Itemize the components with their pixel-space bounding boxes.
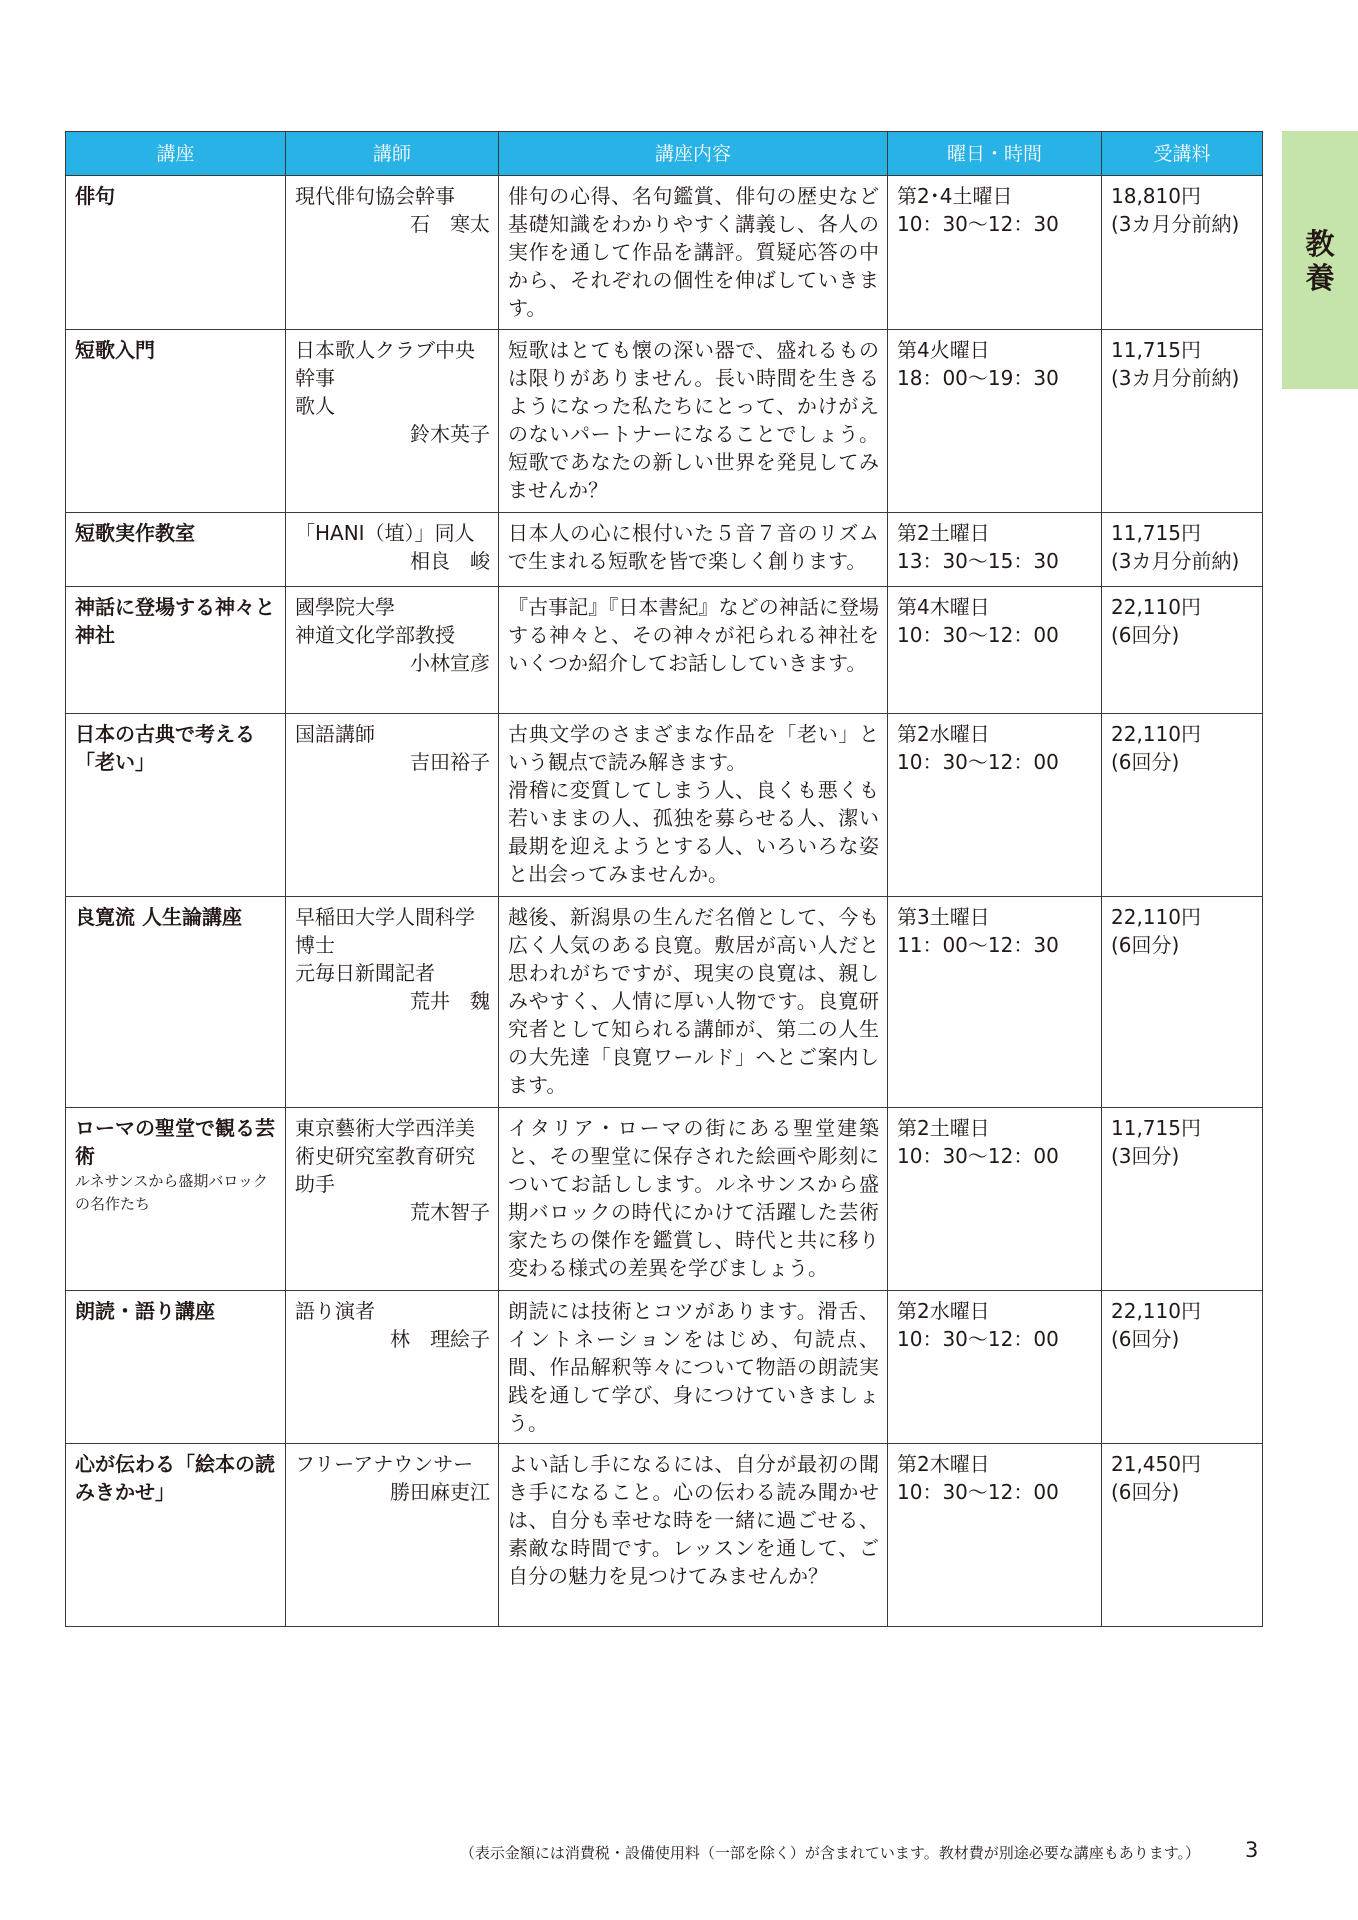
- header-fee: 受講料: [1102, 132, 1263, 176]
- page-number: 3: [1245, 1838, 1259, 1862]
- fee-cell: [1102, 714, 1263, 897]
- instructor-name: 林 理絵子: [390, 1327, 490, 1351]
- schedule-day: 第2木曜日: [897, 1452, 990, 1476]
- instructor-name: 吉田裕子: [410, 750, 490, 774]
- header-course: 講座: [66, 132, 286, 176]
- instructor-title: 國學院大學: [295, 595, 395, 619]
- fee-note: (6回分): [1111, 623, 1180, 647]
- course-description: 古典文学のさまざまな作品を「老い」という観点で読み解きます。 滑稽に変質してしまう人、良くも悪くも若いままの人、孤独を募らせる人、潔い最期を迎えようとする人、いろいろな姿と出会ってみませんか。: [499, 714, 888, 897]
- instructor-title: 歌人: [295, 394, 335, 418]
- table-row: [66, 513, 1263, 587]
- fee-amount: 11,715円: [1111, 338, 1201, 362]
- course-name: 心が伝わる「絵本の読みきかせ」: [75, 1452, 275, 1504]
- instructor-cell: [286, 330, 499, 513]
- course-name-cell: [66, 1444, 286, 1627]
- instructor-title: 東京藝術大学西洋美術史研究室教育研究助手: [295, 1116, 475, 1196]
- header-instructor: 講師: [286, 132, 499, 176]
- course-description: 朗読には技術とコツがあります。滑舌、イントネーションをはじめ、句読点、間、作品解釈等々について物語の朗読実践を通して学び、身につけていきましょう。: [499, 1291, 888, 1444]
- instructor-cell: [286, 513, 499, 587]
- schedule-cell: [888, 1108, 1102, 1291]
- fee-note: (3カ月分前納): [1111, 366, 1240, 390]
- section-tab: [1282, 131, 1358, 389]
- instructor-cell: [286, 587, 499, 714]
- course-name-cell: [66, 513, 286, 587]
- schedule-time: 10：30～12：00: [897, 1144, 1059, 1168]
- schedule-time: 10：30～12：00: [897, 750, 1059, 774]
- fee-note: (6回分): [1111, 1480, 1180, 1504]
- instructor-cell: [286, 714, 499, 897]
- instructor-title: 国語講師: [295, 722, 375, 746]
- schedule-day: 第2土曜日: [897, 521, 990, 545]
- course-description: 日本人の心に根付いた５音７音のリズムで生まれる短歌を皆で楽しく創ります。: [499, 513, 888, 587]
- course-subtitle: ルネサンスから盛期バロックの名作たち: [75, 1172, 269, 1213]
- course-name-cell: [66, 714, 286, 897]
- instructor-title: 神道文化学部教授: [295, 623, 455, 647]
- schedule-day: 第2･4土曜日: [897, 184, 1013, 208]
- course-name-cell: [66, 1108, 286, 1291]
- fee-cell: [1102, 330, 1263, 513]
- fee-amount: 22,110円: [1111, 1299, 1201, 1323]
- course-name-cell: [66, 176, 286, 330]
- course-table-body: [66, 176, 1263, 1627]
- fee-cell: [1102, 513, 1263, 587]
- schedule-cell: [888, 330, 1102, 513]
- schedule-day: 第2水曜日: [897, 722, 990, 746]
- schedule-cell: [888, 1291, 1102, 1444]
- fee-cell: [1102, 1291, 1263, 1444]
- instructor-cell: [286, 1444, 499, 1627]
- fee-cell: [1102, 587, 1263, 714]
- schedule-time: 10：30～12：30: [897, 212, 1059, 236]
- fee-amount: 22,110円: [1111, 722, 1201, 746]
- course-description: 短歌はとても懐の深い器で、盛れるものは限りがありません。長い時間を生きるようになった私たちにとって、かけがえのないパートナーになることでしょう。短歌であなたの新しい世界を発見してみませんか？: [499, 330, 888, 513]
- course-name: 良寛流 人生論講座: [75, 905, 242, 929]
- fee-amount: 22,110円: [1111, 595, 1201, 619]
- course-description: 『古事記』『日本書紀』などの神話に登場する神々と、その神々が祀られる神社をいくつか紹介してお話ししていきます。: [499, 587, 888, 714]
- fee-cell: [1102, 897, 1263, 1108]
- instructor-title: 「HANI（埴）」同人: [295, 521, 475, 545]
- fee-amount: 11,715円: [1111, 521, 1201, 545]
- schedule-time: 10：30～12：00: [897, 1480, 1059, 1504]
- fee-note: (3カ月分前納): [1111, 549, 1240, 573]
- table-row: [66, 1291, 1263, 1444]
- schedule-time: 10：30～12：00: [897, 623, 1059, 647]
- course-description: イタリア・ローマの街にある聖堂建築と、その聖堂に保存された絵画や彫刻についてお話しします。ルネサンスから盛期バロックの時代にかけて活躍した芸術家たちの傑作を鑑賞し、時代と共に移り変わる様式の差異を学びましょう。: [499, 1108, 888, 1291]
- table-row: [66, 1444, 1263, 1627]
- fee-cell: [1102, 1108, 1263, 1291]
- course-name: 日本の古典で考える「老い」: [75, 722, 255, 774]
- table-row: [66, 330, 1263, 513]
- fee-cell: [1102, 1444, 1263, 1627]
- course-name-cell: [66, 330, 286, 513]
- instructor-name: 荒井 魏: [410, 989, 490, 1013]
- instructor-title: 早稲田大学人間科学博士: [295, 905, 475, 957]
- instructor-name: 鈴木英子: [410, 422, 490, 446]
- fee-amount: 22,110円: [1111, 905, 1201, 929]
- instructor-name: 小林宣彦: [410, 651, 490, 675]
- instructor-name: 荒木智子: [410, 1200, 490, 1224]
- schedule-cell: [888, 714, 1102, 897]
- instructor-title: フリーアナウンサー: [295, 1452, 474, 1476]
- schedule-day: 第4火曜日: [897, 338, 990, 362]
- table-row: [66, 897, 1263, 1108]
- instructor-name: 石 寒太: [410, 212, 490, 236]
- schedule-day: 第2水曜日: [897, 1299, 990, 1323]
- course-name: 短歌入門: [75, 338, 155, 362]
- schedule-day: 第2土曜日: [897, 1116, 990, 1140]
- instructor-name: 勝田麻吏江: [390, 1480, 490, 1504]
- fee-amount: 21,450円: [1111, 1452, 1201, 1476]
- instructor-title: 元毎日新聞記者: [295, 961, 435, 985]
- schedule-time: 10：30～12：00: [897, 1327, 1059, 1351]
- course-table: [65, 131, 1263, 1627]
- schedule-cell: [888, 176, 1102, 330]
- table-header-row: [66, 132, 1263, 176]
- table-row: [66, 1108, 1263, 1291]
- table-row: [66, 714, 1263, 897]
- instructor-name: 相良 峻: [410, 549, 490, 573]
- course-name-cell: [66, 1291, 286, 1444]
- schedule-time: 18：00～19：30: [897, 366, 1059, 390]
- schedule-time: 11：00～12：30: [897, 933, 1059, 957]
- schedule-cell: [888, 1444, 1102, 1627]
- course-name: 神話に登場する神々と神社: [75, 595, 275, 647]
- fee-note: (3回分): [1111, 1144, 1180, 1168]
- schedule-cell: [888, 587, 1102, 714]
- section-tab-label: 教養: [1305, 227, 1335, 295]
- header-content: 講座内容: [499, 132, 888, 176]
- instructor-cell: [286, 1108, 499, 1291]
- course-name-cell: [66, 587, 286, 714]
- course-name: 短歌実作教室: [75, 521, 195, 545]
- schedule-cell: [888, 513, 1102, 587]
- course-description: 俳句の心得、名句鑑賞、俳句の歴史など基礎知識をわかりやすく講義し、各人の実作を通して作品を講評。質疑応答の中から、それぞれの個性を伸ばしていきます。: [499, 176, 888, 330]
- course-description: よい話し手になるには、自分が最初の聞き手になること。心の伝わる読み聞かせは、自分も幸せな時を一緒に過ごせる、素敵な時間です。レッスンを通して、ご自分の魅力を見つけてみませんか？: [499, 1444, 888, 1627]
- course-name: ローマの聖堂で観る芸術: [75, 1116, 275, 1168]
- table-row: [66, 176, 1263, 330]
- course-description: 越後、新潟県の生んだ名僧として、今も広く人気のある良寛。敷居が高い人だと思われがちですが、現実の良寛は、親しみやすく、人情に厚い人物です。良寛研究者として知られる講師が、第二の人生の大先達「良寛ワールド」へとご案内します。: [499, 897, 888, 1108]
- course-name: 朗読・語り講座: [75, 1299, 215, 1323]
- schedule-time: 13：30～15：30: [897, 549, 1059, 573]
- schedule-cell: [888, 897, 1102, 1108]
- schedule-day: 第4木曜日: [897, 595, 990, 619]
- fee-note: (6回分): [1111, 1327, 1180, 1351]
- instructor-cell: [286, 897, 499, 1108]
- fee-note: (3カ月分前納): [1111, 212, 1240, 236]
- header-schedule: 曜日・時間: [888, 132, 1102, 176]
- course-name-cell: [66, 897, 286, 1108]
- instructor-cell: [286, 176, 499, 330]
- instructor-title: 日本歌人クラブ中央幹事: [295, 338, 475, 390]
- instructor-title: 語り演者: [295, 1299, 375, 1323]
- footnote: （表示金額には消費税・設備使用料（一部を除く）が含まれています。教材費が別途必要な講座もあります。）: [459, 1844, 1200, 1862]
- fee-note: (6回分): [1111, 750, 1180, 774]
- table-row: [66, 587, 1263, 714]
- schedule-day: 第3土曜日: [897, 905, 990, 929]
- fee-cell: [1102, 176, 1263, 330]
- fee-amount: 11,715円: [1111, 1116, 1201, 1140]
- instructor-title: 現代俳句協会幹事: [295, 184, 455, 208]
- fee-note: (6回分): [1111, 933, 1180, 957]
- instructor-cell: [286, 1291, 499, 1444]
- fee-amount: 18,810円: [1111, 184, 1201, 208]
- course-name: 俳句: [75, 184, 115, 208]
